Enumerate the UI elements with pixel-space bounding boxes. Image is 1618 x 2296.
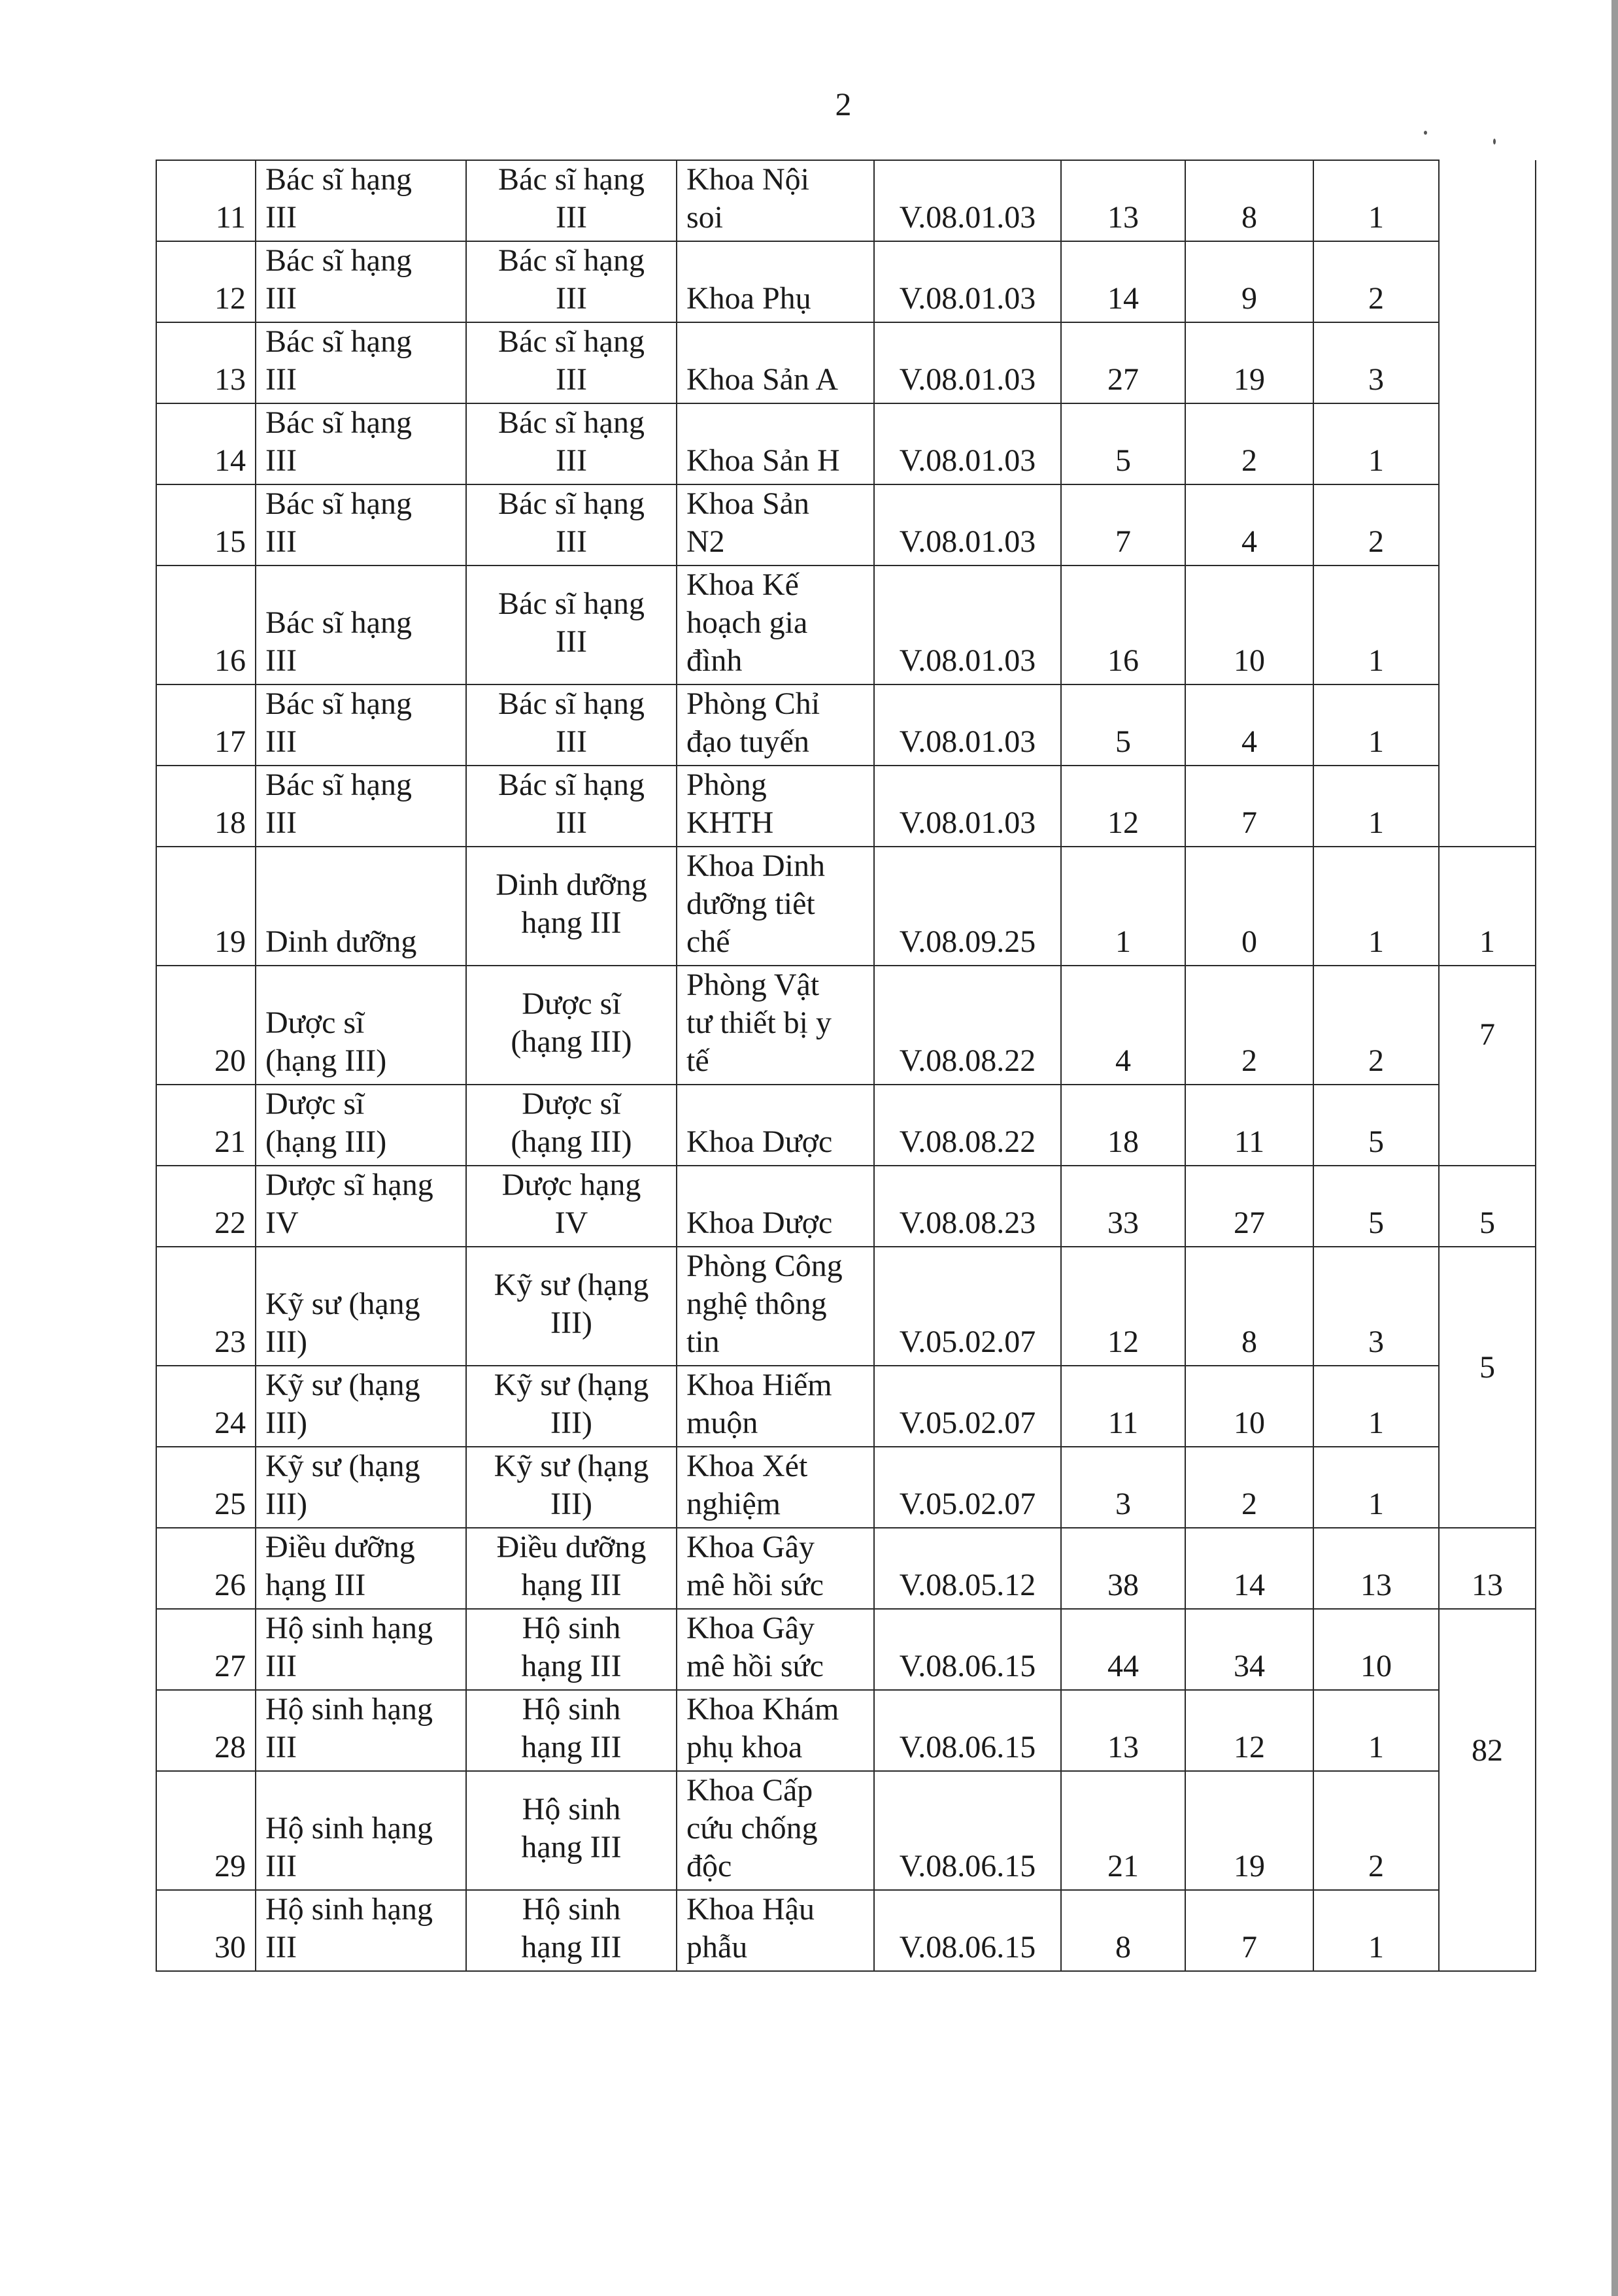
position-name: Bác sĩ hạng III — [265, 686, 412, 759]
table-row — [156, 403, 1536, 484]
position-name: Dược sĩ hạng IV — [265, 1168, 433, 1240]
count-2: 27 — [1185, 1166, 1313, 1247]
count-3: 2 — [1313, 1771, 1439, 1890]
job-title: Kỹ sư (hạng III) — [494, 1449, 649, 1521]
position-name: Bác sĩ hạng III — [265, 324, 412, 397]
row-number: 18 — [156, 766, 256, 847]
count-2: 19 — [1185, 322, 1313, 403]
row-number: 22 — [156, 1166, 256, 1247]
count-1: 13 — [1061, 160, 1185, 241]
position-name: Dược sĩ (hạng III) — [265, 1087, 387, 1159]
count-1: 5 — [1061, 684, 1185, 766]
count-1: 8 — [1061, 1890, 1185, 1971]
scan-edge — [1611, 0, 1618, 2296]
scan-speck — [1493, 139, 1496, 144]
department: Phòng Chỉ đạo tuyến — [686, 686, 820, 759]
count-3: 5 — [1313, 1085, 1439, 1166]
row-number: 17 — [156, 684, 256, 766]
count-3: 3 — [1313, 322, 1439, 403]
table-row — [156, 766, 1536, 847]
job-title: Bác sĩ hạng III — [498, 768, 645, 840]
job-title: Bác sĩ hạng III — [498, 405, 645, 478]
page-number: 2 — [835, 86, 852, 122]
count-2: 9 — [1185, 241, 1313, 322]
table-row — [156, 1690, 1536, 1771]
position-name: Dược sĩ (hạng III) — [265, 1005, 387, 1078]
job-title: Bác sĩ hạng III — [498, 162, 645, 235]
department: Phòng KHTH — [686, 768, 774, 840]
title-code: V.08.01.03 — [874, 684, 1061, 766]
count-1: 3 — [1061, 1447, 1185, 1528]
count-1: 27 — [1061, 322, 1185, 403]
group-total-empty — [1439, 160, 1536, 847]
count-3: 1 — [1313, 766, 1439, 847]
table-row — [156, 1890, 1536, 1971]
table-row — [156, 966, 1536, 1085]
count-2: 2 — [1185, 403, 1313, 484]
title-code: V.05.02.07 — [874, 1247, 1061, 1366]
department: Khoa Khám phụ khoa — [686, 1692, 839, 1764]
table-row — [156, 566, 1536, 684]
job-title: Bác sĩ hạng III — [498, 686, 645, 759]
table-row — [156, 160, 1536, 241]
title-code: V.08.08.23 — [874, 1166, 1061, 1247]
row-number: 15 — [156, 484, 256, 566]
job-title: Hộ sinh hạng III — [521, 1792, 622, 1865]
count-1: 21 — [1061, 1771, 1185, 1890]
count-1: 16 — [1061, 566, 1185, 684]
count-2: 8 — [1185, 1247, 1313, 1366]
count-3: 1 — [1313, 684, 1439, 766]
table-row — [156, 1247, 1536, 1366]
title-code: V.08.01.03 — [874, 322, 1061, 403]
department: Khoa Xét nghiệm — [686, 1449, 808, 1521]
count-2: 7 — [1185, 766, 1313, 847]
count-3: 1 — [1313, 566, 1439, 684]
title-code: V.08.05.12 — [874, 1528, 1061, 1609]
count-3: 1 — [1313, 1447, 1439, 1528]
title-code: V.08.06.15 — [874, 1609, 1061, 1690]
title-code: V.08.01.03 — [874, 241, 1061, 322]
group-total: 82 — [1439, 1609, 1536, 1971]
job-title: Hộ sinh hạng III — [521, 1892, 622, 1965]
count-1: 12 — [1061, 1247, 1185, 1366]
count-2: 7 — [1185, 1890, 1313, 1971]
title-code: V.08.06.15 — [874, 1771, 1061, 1890]
row-number: 12 — [156, 241, 256, 322]
position-name: Hộ sinh hạng III — [265, 1892, 433, 1965]
title-code: V.08.06.15 — [874, 1890, 1061, 1971]
count-2: 4 — [1185, 684, 1313, 766]
title-code: V.08.08.22 — [874, 966, 1061, 1085]
job-title: Bác sĩ hạng III — [498, 243, 645, 316]
position-name: Bác sĩ hạng III — [265, 605, 412, 678]
title-code: V.05.02.07 — [874, 1447, 1061, 1528]
count-1: 38 — [1061, 1528, 1185, 1609]
department: Khoa Cấp cứu chống độc — [686, 1773, 818, 1883]
job-title: Hộ sinh hạng III — [521, 1692, 622, 1764]
row-number: 26 — [156, 1528, 256, 1609]
position-name: Kỹ sư (hạng III) — [265, 1449, 420, 1521]
count-3: 2 — [1313, 484, 1439, 566]
count-1: 1 — [1061, 847, 1185, 966]
title-code: V.08.01.03 — [874, 403, 1061, 484]
table-row — [156, 1366, 1536, 1447]
count-3: 10 — [1313, 1609, 1439, 1690]
count-1: 18 — [1061, 1085, 1185, 1166]
count-3: 5 — [1313, 1166, 1439, 1247]
department: Khoa Nội soi — [686, 162, 809, 235]
title-code: V.08.01.03 — [874, 160, 1061, 241]
department: Khoa Hậu phẫu — [686, 1892, 815, 1965]
count-3: 1 — [1313, 1690, 1439, 1771]
row-number: 23 — [156, 1247, 256, 1366]
table-row — [156, 1166, 1536, 1247]
job-title: Bác sĩ hạng III — [498, 324, 645, 397]
count-2: 8 — [1185, 160, 1313, 241]
group-total: 1 — [1439, 847, 1536, 966]
job-title: Dinh dưỡng hạng III — [496, 868, 647, 940]
title-code: V.08.01.03 — [874, 766, 1061, 847]
row-number: 14 — [156, 403, 256, 484]
position-name: Kỹ sư (hạng III) — [265, 1368, 420, 1440]
title-code: V.05.02.07 — [874, 1366, 1061, 1447]
position-name: Hộ sinh hạng III — [265, 1692, 433, 1764]
title-code: V.08.08.22 — [874, 1085, 1061, 1166]
count-2: 0 — [1185, 847, 1313, 966]
count-2: 34 — [1185, 1609, 1313, 1690]
department: Khoa Kế hoạch gia đình — [686, 567, 808, 678]
group-total: 7 — [1439, 966, 1536, 1166]
table-row — [156, 684, 1536, 766]
row-number: 16 — [156, 566, 256, 684]
count-1: 13 — [1061, 1690, 1185, 1771]
row-number: 11 — [156, 160, 256, 241]
count-2: 14 — [1185, 1528, 1313, 1609]
count-1: 33 — [1061, 1166, 1185, 1247]
table-row — [156, 1447, 1536, 1528]
staffing-table — [156, 160, 1536, 1972]
table-row — [156, 1771, 1536, 1890]
scan-speck — [1424, 131, 1427, 135]
count-2: 4 — [1185, 484, 1313, 566]
row-number: 19 — [156, 847, 256, 966]
count-2: 2 — [1185, 1447, 1313, 1528]
position-name: Bác sĩ hạng III — [265, 243, 412, 316]
count-3: 2 — [1313, 966, 1439, 1085]
job-title: Kỹ sư (hạng III) — [494, 1268, 649, 1340]
title-code: V.08.06.15 — [874, 1690, 1061, 1771]
count-3: 1 — [1313, 1366, 1439, 1447]
row-number: 25 — [156, 1447, 256, 1528]
count-3: 2 — [1313, 241, 1439, 322]
job-title: Điều dưỡng hạng III — [496, 1530, 647, 1602]
table-row — [156, 484, 1536, 566]
count-1: 12 — [1061, 766, 1185, 847]
department: Khoa Sản A — [686, 362, 838, 397]
row-number: 30 — [156, 1890, 256, 1971]
count-3: 1 — [1313, 160, 1439, 241]
count-2: 10 — [1185, 1366, 1313, 1447]
title-code: V.08.09.25 — [874, 847, 1061, 966]
department: Khoa Gây mê hồi sức — [686, 1611, 824, 1683]
count-1: 14 — [1061, 241, 1185, 322]
position-name: Bác sĩ hạng III — [265, 486, 412, 559]
count-2: 19 — [1185, 1771, 1313, 1890]
group-total: 5 — [1439, 1247, 1536, 1528]
department: Khoa Phụ — [686, 281, 811, 316]
job-title: Bác sĩ hạng III — [498, 586, 645, 659]
count-1: 5 — [1061, 403, 1185, 484]
count-1: 44 — [1061, 1609, 1185, 1690]
department: Khoa Dược — [686, 1206, 833, 1240]
position-name: Kỹ sư (hạng III) — [265, 1287, 420, 1359]
department: Khoa Dinh dưỡng tiêt chế — [686, 849, 825, 959]
table-row — [156, 1609, 1536, 1690]
table-row — [156, 847, 1536, 966]
table-row — [156, 1085, 1536, 1166]
row-number: 29 — [156, 1771, 256, 1890]
row-number: 21 — [156, 1085, 256, 1166]
count-3: 13 — [1313, 1528, 1439, 1609]
position-name: Bác sĩ hạng III — [265, 768, 412, 840]
department: Khoa Sản H — [686, 443, 840, 478]
title-code: V.08.01.03 — [874, 484, 1061, 566]
group-total: 13 — [1439, 1528, 1536, 1609]
row-number: 20 — [156, 966, 256, 1085]
table-row — [156, 241, 1536, 322]
department: Khoa Dược — [686, 1124, 833, 1159]
count-1: 11 — [1061, 1366, 1185, 1447]
count-3: 1 — [1313, 847, 1439, 966]
table-row — [156, 1528, 1536, 1609]
count-2: 11 — [1185, 1085, 1313, 1166]
position-name: Dinh dưỡng — [265, 924, 417, 959]
job-title: Hộ sinh hạng III — [521, 1611, 622, 1683]
row-number: 27 — [156, 1609, 256, 1690]
count-3: 1 — [1313, 403, 1439, 484]
position-name: Hộ sinh hạng III — [265, 1811, 433, 1883]
count-3: 3 — [1313, 1247, 1439, 1366]
position-name: Điều dưỡng hạng III — [265, 1530, 415, 1602]
department: Phòng Công nghệ thông tin — [686, 1249, 843, 1359]
position-name: Bác sĩ hạng III — [265, 405, 412, 478]
position-name: Hộ sinh hạng III — [265, 1611, 433, 1683]
job-title: Bác sĩ hạng III — [498, 486, 645, 559]
count-2: 10 — [1185, 566, 1313, 684]
row-number: 13 — [156, 322, 256, 403]
count-2: 12 — [1185, 1690, 1313, 1771]
count-1: 4 — [1061, 966, 1185, 1085]
group-total: 5 — [1439, 1166, 1536, 1247]
count-2: 2 — [1185, 966, 1313, 1085]
table-row — [156, 322, 1536, 403]
title-code: V.08.01.03 — [874, 566, 1061, 684]
job-title: Dược sĩ (hạng III) — [511, 1087, 632, 1159]
department: Khoa Hiếm muộn — [686, 1368, 832, 1440]
count-3: 1 — [1313, 1890, 1439, 1971]
department: Phòng Vật tư thiết bị y tế — [686, 968, 832, 1078]
row-number: 24 — [156, 1366, 256, 1447]
count-1: 7 — [1061, 484, 1185, 566]
job-title: Dược sĩ (hạng III) — [511, 987, 632, 1059]
department: Khoa Sản N2 — [686, 486, 809, 559]
row-number: 28 — [156, 1690, 256, 1771]
position-name: Bác sĩ hạng III — [265, 162, 412, 235]
job-title: Dược hạng IV — [501, 1168, 641, 1240]
department: Khoa Gây mê hồi sức — [686, 1530, 824, 1602]
job-title: Kỹ sư (hạng III) — [494, 1368, 649, 1440]
